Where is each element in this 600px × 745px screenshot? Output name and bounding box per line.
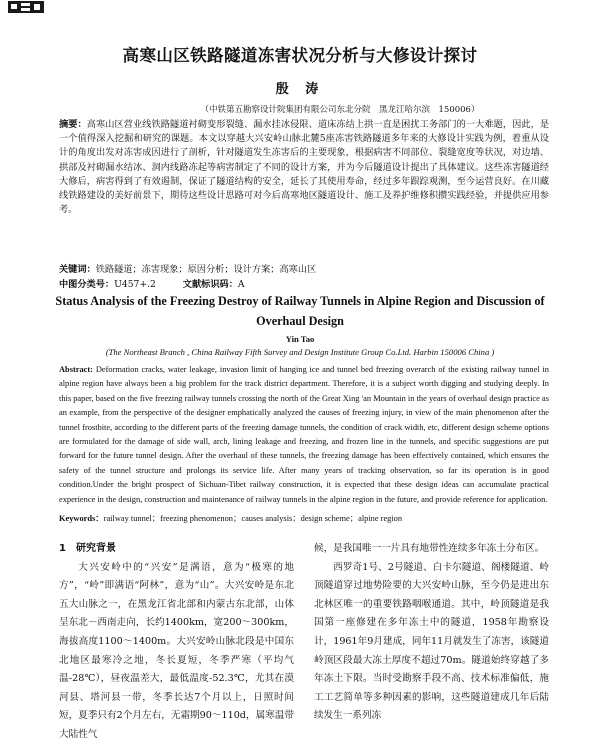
author-affiliation: （中铁第五勘察设计院集团有限公司东北分院 黑龙江哈尔滨 150006） [200,105,480,115]
doc-code-label: 文献标识码： [182,279,238,290]
clc-value: U457+.2 [114,279,156,290]
english-keywords [59,512,549,524]
body-paragraph-continued: 候，是我国唯一一片具有地带性连续多年冻土分布区。 [314,543,545,554]
doc-code-value: A [237,279,245,290]
body-paragraph: 西罗奇1号、2号隧道、白卡尔隧道、阁楼隧道、岭顶隧道穿过地势险要的大兴安岭山脉，至今仍是进出东北林区唯一的重要铁路咽喉通道。其中，岭顶隧道是我国第一座修建在多年冻土中的隧道，1958年勘察设计，1961年9月建成，同年11月就发生了冻害，该隧道岭顶区段最大冻土厚度不超过70m。隧道始终穿越了多年冻土下限。当时受勘察手段不高、技术标准偏低，施工工艺简单等多种因素的影响，这些隧道建成几年后陆续发生一系列冻 [314,561,549,722]
abstract-text: 高寒山区营业线铁路隧道衬砌变形裂缝、漏水挂冰侵限、道床冻结上拱一直是困扰工务部门的一大难题，因此，是一个值得深入挖掘和研究的课题。本文以穿越大兴安岭山脉北麓5座冻害铁路隧道多年来的大修设计实践为例，着重从设计的角度出发对冻害成因进行了剖析，针对隧道发生冻害后的主要现象，根据病害不同部位、裂缝宽度等状况，对边墙、拱部及衬砌漏水结冰、洞内线路冻起等病害制定了不同的设计方案，并为今后隧道设计提出了具体建议。这些冻害隧道经大修后，病害得到了有效遏制，保证了隧道结构的安全，延长了其使用寿命，经过多年跟踪观测，至今运营良好。在川藏线铁路建设的美好前景下，期待这些设计思路可对今后高寒地区隧道设计、施工及养护维修积攒实践经验，并提供应用参考。 [59,119,550,216]
chinese-abstract [59,118,549,217]
clc-label: 中图分类号： [59,279,115,290]
english-affiliation: (The Northeast Branch , China Railway Fifth Survey and Design Institute Group Co.Ltd. Harbin 150006 China ) [105,347,495,357]
english-abstract-text: Deformation cracks, water leakage, invasion limit of hanging ice and tunnel bed freezing overarch of the existing railway tunnel in alpine region have always been a big problem for the track district department. Therefore, it is a subject worth digging and studying deeply. In this paper, based on the five freezing railway tunnels crossing the north of the Great Xing 'an Mountain in the years of overhaul design practice as an example, from the perspective of the designer emphatically analyzed the causes of freezing injury, in view of the main phenomenon after the tunnel frostbite, according to the different parts of the freezing damage tunnels, the condition of crack width, etc, different design scheme options are formulated for the damage of side wall, arch, lining leakage and freezing, and frozen line in the tunnels, and specific suggestions are put forward for the future tunnel design. After the overhaul of these tunnels, the freezing damage has been effectively contained, which ensures the safety of the tunnel structure and prolongs its service life. After many years of tracking observation, so far its operation is in good condition.Under the bright prospect of Sichuan-Tibet railway construction, it is expected that these design ideas can accumulate practical experience in the design, construction and maintenance of railway tunnels in the alpine region in the future, and provide reference for application. [59,365,549,504]
english-title: Status Analysis of the Freezing Destroy of Railway Tunnels in Alpine Region and Discussion of Overhaul Design [55,294,545,328]
english-keywords-text: railway tunnel；freezing phenomenon；causes analysis；design scheme；alpine region [103,514,403,523]
body-column-left [59,540,294,745]
keywords-text: 铁路隧道；冻害现象；原因分析；设计方案；高寒山区 [95,264,317,275]
classification-line [59,276,549,290]
english-author: Yin Tao [285,334,315,344]
section-heading: 1 研究背景 [59,543,116,554]
english-keywords-label: Keywords： [59,514,104,523]
body-paragraph: 大兴安岭中的“兴安”是满语，意为“极寒的地方”，“岭”即满语“阿林”，意为“山”。大兴安岭是东北五大山脉之一，在黑龙江省北部和内蒙古东北部，山体呈东北－西南走向，长约1400km，宽200～300km，海拔高度1100～1400m。大兴安岭山脉北段是中国东北地区最寒冷之地，冬长夏短，冬季严寒（平均气温-28℃），昼夜温差大，最低温度-52.3℃，尤其在漠河县、塔河县一带，冬季长达7个月以上，日照时间短，夏季只有2个月左右，无霜期90～110d，属寒温带大陆性气 [59,561,294,740]
english-abstract [59,363,549,507]
body-column-right [314,540,549,726]
clc-field [59,279,168,290]
english-abstract-label: Abstract: [59,365,93,374]
paper-title: 高寒山区铁路隧道冻害状况分析与大修设计探讨 [122,46,478,65]
journal-logo-icon [8,1,44,13]
keywords-label: 关键词： [59,264,96,275]
author-name: 殷 涛 [275,82,325,97]
abstract-label: 摘要： [59,119,87,130]
chinese-keywords [59,261,549,275]
doc-code-field [183,279,257,290]
